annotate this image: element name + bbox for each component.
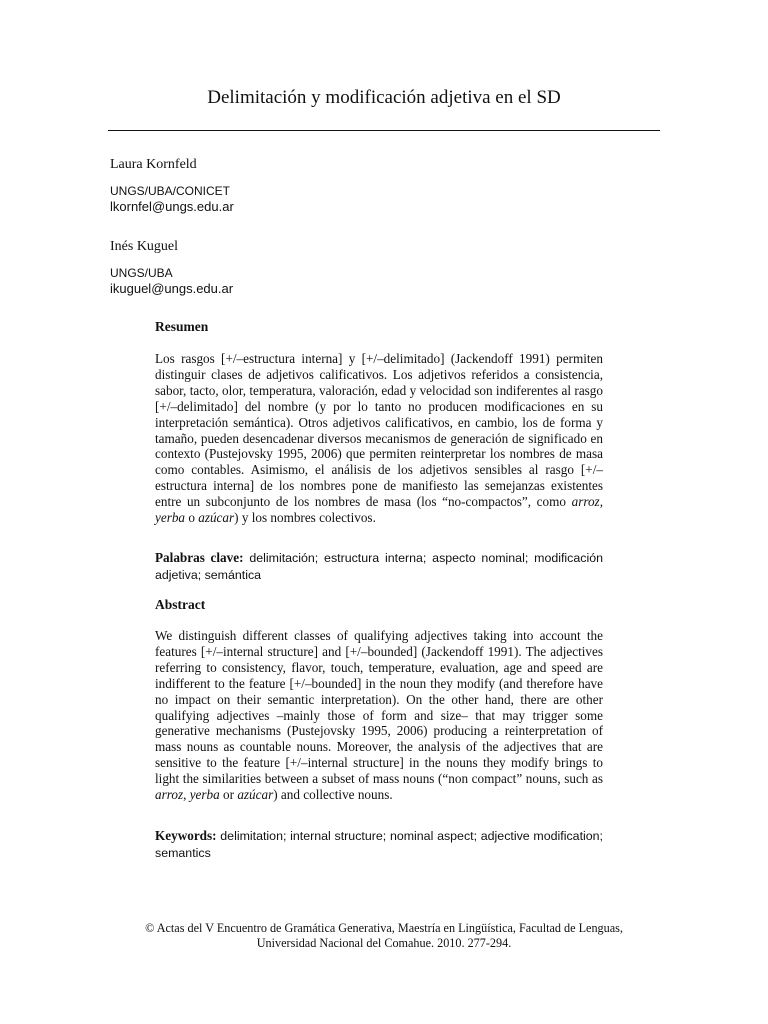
author-email: lkornfel@ungs.edu.ar <box>110 199 234 214</box>
abstract-conjunction: or <box>219 787 238 803</box>
keywords-list: delimitation; internal structure; nominal aspect; adjective modification; semantics <box>155 829 603 860</box>
footer-line: Universidad Nacional del Comahue. 2010. 277-294. <box>256 936 512 950</box>
keywords-label: Keywords: <box>155 828 217 843</box>
resumen-example: azúcar <box>198 510 235 526</box>
keywords-list: delimitación; estructura interna; aspecto nominal; modificación adjetiva; semántica <box>155 551 603 582</box>
footer-line: © Actas del V Encuentro de Gramática Generativa, Maestría en Lingüística, Facultad de Lenguas, <box>145 921 623 935</box>
keywords-label: Palabras clave: <box>155 550 244 565</box>
resumen-example: arroz, yerba <box>155 494 603 526</box>
resumen-conjunction: o <box>185 510 199 526</box>
resumen-heading: Resumen <box>155 319 209 334</box>
author-name: Laura Kornfeld <box>110 157 197 172</box>
resumen-text: Los rasgos [+/–estructura interna] y [+/–delimitado] (Jackendoff 1991) permiten distinguir clases de adjetivos calificativos. Los adjetivos referidos a consistencia, sabor, tacto, olor, temperatura, valoración, edad y velocidad son indiferentes al rasgo [+/–delimitado] del nombre (y por lo tanto no producen modificaciones en su interpretación semántica). Otros adjetivos calificativos, en cambio, los de forma y tamaño, pueden desencadenar diversos mecanismos de generación de significado en contexto (Pustejovsky 1995, 2006) que permiten reinterpretar los nombres de masa como contables. Asimismo, el análisis de los adjetivos sensibles al rasgo [+/–estructura interna] de los nombres pone de manifiesto las semejanzas existentes entre un subconjunto de los nombres de masa (los “no-compactos”, como <box>155 351 603 510</box>
abstract-heading: Abstract <box>155 597 206 612</box>
resumen-text-end: ) y los nombres colectivos. <box>234 510 376 526</box>
resumen-keywords <box>155 550 603 584</box>
citation-footer <box>100 921 668 951</box>
paper-title: Delimitación y modificación adjetiva en el SD <box>207 87 561 108</box>
author-affiliation: UNGS/UBA/CONICET <box>110 184 231 198</box>
abstract-separator: , <box>183 787 190 803</box>
author-email: ikuguel@ungs.edu.ar <box>110 281 234 296</box>
abstract-keywords <box>155 828 603 862</box>
author-name: Inés Kuguel <box>110 239 179 254</box>
abstract-example: yerba <box>189 787 220 803</box>
author-affiliation: UNGS/UBA <box>110 266 173 280</box>
abstract-text: We distinguish different classes of qualifying adjectives taking into account the features [+/–internal structure] and [+/–bounded] (Jackendoff 1991). The adjectives referring to consistency, flavor, touch, temperature, evaluation, age and speed are indifferent to the feature [+/–bounded] in the noun they modify (and therefore have no impact on their semantic interpretation). On the other hand, there are other qualifying adjectives –mainly those of form and size– that may trigger some generative mechanisms (Pustejovsky 1995, 2006) producing a reinterpretation of mass nouns as countable nouns. Moreover, the analysis of the adjectives that are sensitive to the feature [+/–internal structure] in the nouns they modify brings to light the similarities between a subset of mass nouns (“non compact” nouns, such as <box>155 628 603 787</box>
abstract-example: arroz <box>155 787 184 803</box>
resumen-body <box>155 351 603 526</box>
title-divider <box>108 130 660 131</box>
abstract-body <box>155 628 603 803</box>
abstract-text-end: ) and collective nouns. <box>273 787 393 803</box>
abstract-example: azúcar <box>237 787 274 803</box>
